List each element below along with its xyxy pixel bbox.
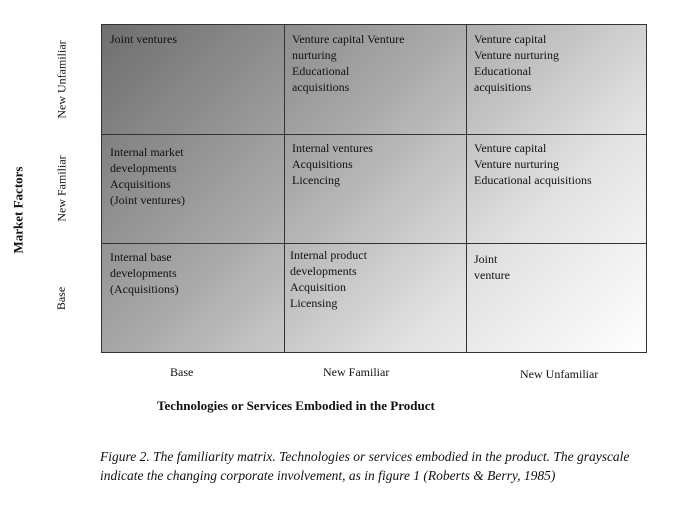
- column-label-new-familiar: New Familiar: [323, 365, 390, 379]
- cell-base-new-familiar: Internal product developments Acquisition Licensing: [290, 248, 367, 310]
- cell-new-familiar-new-unfamiliar: Venture capital Venture nurturing Educational acquisitions: [474, 141, 592, 187]
- cell-new-unfamiliar-new-unfamiliar: Venture capital Venture nurturing Educational acquisitions: [474, 32, 559, 94]
- familiarity-matrix: [101, 24, 647, 353]
- row-label-base: Base: [54, 286, 69, 310]
- y-axis-title: Market Factors: [10, 166, 25, 254]
- cell-new-familiar-new-familiar: Internal ventures Acquisitions Licencing: [292, 141, 373, 187]
- column-label-new-unfamiliar: New Unfamiliar: [520, 367, 599, 381]
- cell-base-new-unfamiliar: Joint venture: [474, 252, 510, 282]
- cell-new-unfamiliar-base: Joint ventures: [110, 32, 177, 46]
- figure-caption: Figure 2. The familiarity matrix. Technologies or services embodied in the product. The grayscale indicate the changing corporate involvement, as in figure 1 (Roberts & Berry, 1985): [100, 449, 630, 483]
- column-label-base: Base: [170, 365, 194, 379]
- cell-base-base: Internal base developments (Acquisitions): [110, 250, 179, 296]
- row-label-new-unfamiliar: New Unfamiliar: [54, 39, 69, 119]
- row-label-new-familiar: New Familiar: [54, 155, 69, 222]
- cell-new-familiar-base: Internal market developments Acquisitions (Joint ventures): [110, 145, 185, 207]
- x-axis-title: Technologies or Services Embodied in the Product: [157, 398, 435, 413]
- cell-new-unfamiliar-new-familiar: Venture capital Venture nurturing Educational acquisitions: [292, 32, 405, 94]
